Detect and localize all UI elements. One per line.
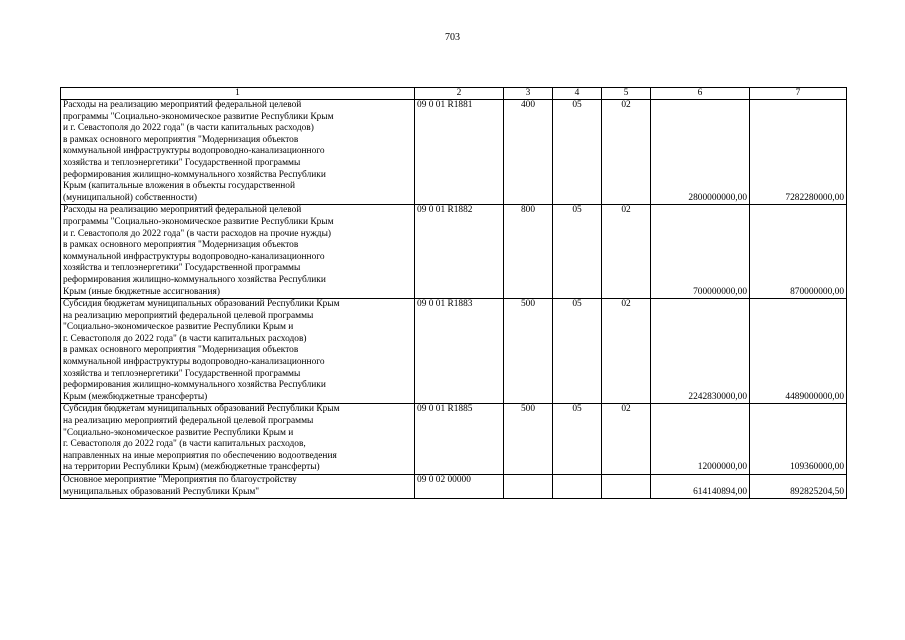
row-col3	[504, 475, 553, 499]
row-col4: 05	[553, 404, 602, 475]
row-description: Субсидия бюджетам муниципальных образований Республики Крым на реализацию мероприятий федеральной целевой программы "Социально-экономическое развитие Республики Крым и г. Севастополя до 2022 года" (в части капитальных расходов, направленных на иные мероприятия по обеспечению водоотведения на территории Республики Крым) (межбюджетные трансферты)	[61, 404, 415, 475]
row-col3: 400	[504, 100, 553, 205]
row-col4: 05	[553, 205, 602, 299]
row-col5: 02	[602, 205, 651, 299]
row-code: 09 0 01 R1885	[415, 404, 504, 475]
row-amount-7: 7282280000,00	[750, 100, 847, 205]
row-description: Субсидия бюджетам муниципальных образований Республики Крым на реализацию мероприятий федеральной целевой программы "Социально-экономическое развитие Республики Крым и г. Севастополя до 2022 года" (в части капитальных расходов) в рамках основного мероприятия "Модернизация объектов коммунальной инфраструктуры водопроводно-канализационного хозяйства и теплоэнергетики" Государственной программы реформирования жилищно-коммунального хозяйства Республики Крым (межбюджетные трансферты)	[61, 299, 415, 404]
row-col5	[602, 475, 651, 499]
row-description: Расходы на реализацию мероприятий федеральной целевой программы "Социально-экономическое развитие Республики Крым и г. Севастополя до 2022 года" (в части расходов на прочие нужды) в рамках основного мероприятия "Модернизация объектов коммунальной инфраструктуры водопроводно-канализационного хозяйства и теплоэнергетики" Государственной программы реформирования жилищно-коммунального хозяйства Республики Крым (иные бюджетные ассигнования)	[61, 205, 415, 299]
header-cell-3: 3	[504, 88, 553, 100]
row-amount-6: 2242830000,00	[651, 299, 750, 404]
row-code: 09 0 01 R1881	[415, 100, 504, 205]
row-col4	[553, 475, 602, 499]
row-col5: 02	[602, 299, 651, 404]
table-row	[61, 299, 847, 404]
row-col4: 05	[553, 100, 602, 205]
table-header-row	[61, 88, 847, 100]
row-amount-7: 4489000000,00	[750, 299, 847, 404]
row-code: 09 0 02 00000	[415, 475, 504, 499]
row-col3: 500	[504, 404, 553, 475]
row-amount-7: 109360000,00	[750, 404, 847, 475]
row-amount-7: 870000000,00	[750, 205, 847, 299]
row-col3: 800	[504, 205, 553, 299]
table-row	[61, 404, 847, 475]
row-code: 09 0 01 R1883	[415, 299, 504, 404]
row-amount-6: 614140894,00	[651, 475, 750, 499]
header-cell-2: 2	[415, 88, 504, 100]
row-amount-6: 12000000,00	[651, 404, 750, 475]
header-cell-5: 5	[602, 88, 651, 100]
row-amount-6: 2800000000,00	[651, 100, 750, 205]
header-cell-4: 4	[553, 88, 602, 100]
table-row	[61, 100, 847, 205]
row-col3: 500	[504, 299, 553, 404]
row-code: 09 0 01 R1882	[415, 205, 504, 299]
row-col5: 02	[602, 404, 651, 475]
row-description: Основное мероприятие "Мероприятия по благоустройству муниципальных образований Республики Крым"	[61, 475, 415, 499]
table-row	[61, 475, 847, 499]
page-number: 703	[445, 32, 460, 43]
header-cell-6: 6	[651, 88, 750, 100]
header-cell-1: 1	[61, 88, 415, 100]
table-row	[61, 205, 847, 299]
row-amount-7: 892825204,50	[750, 475, 847, 499]
header-cell-7: 7	[750, 88, 847, 100]
row-description: Расходы на реализацию мероприятий федеральной целевой программы "Социально-экономическое развитие Республики Крым и г. Севастополя до 2022 года" (в части капитальных расходов) в рамках основного мероприятия "Модернизация объектов коммунальной инфраструктуры водопроводно-канализационного хозяйства и теплоэнергетики" Государственной программы реформирования жилищно-коммунального хозяйства Республики Крым (капитальные вложения в объекты государственной (муниципальной) собственности)	[61, 100, 415, 205]
row-col5: 02	[602, 100, 651, 205]
budget-table	[60, 87, 847, 499]
row-col4: 05	[553, 299, 602, 404]
row-amount-6: 700000000,00	[651, 205, 750, 299]
